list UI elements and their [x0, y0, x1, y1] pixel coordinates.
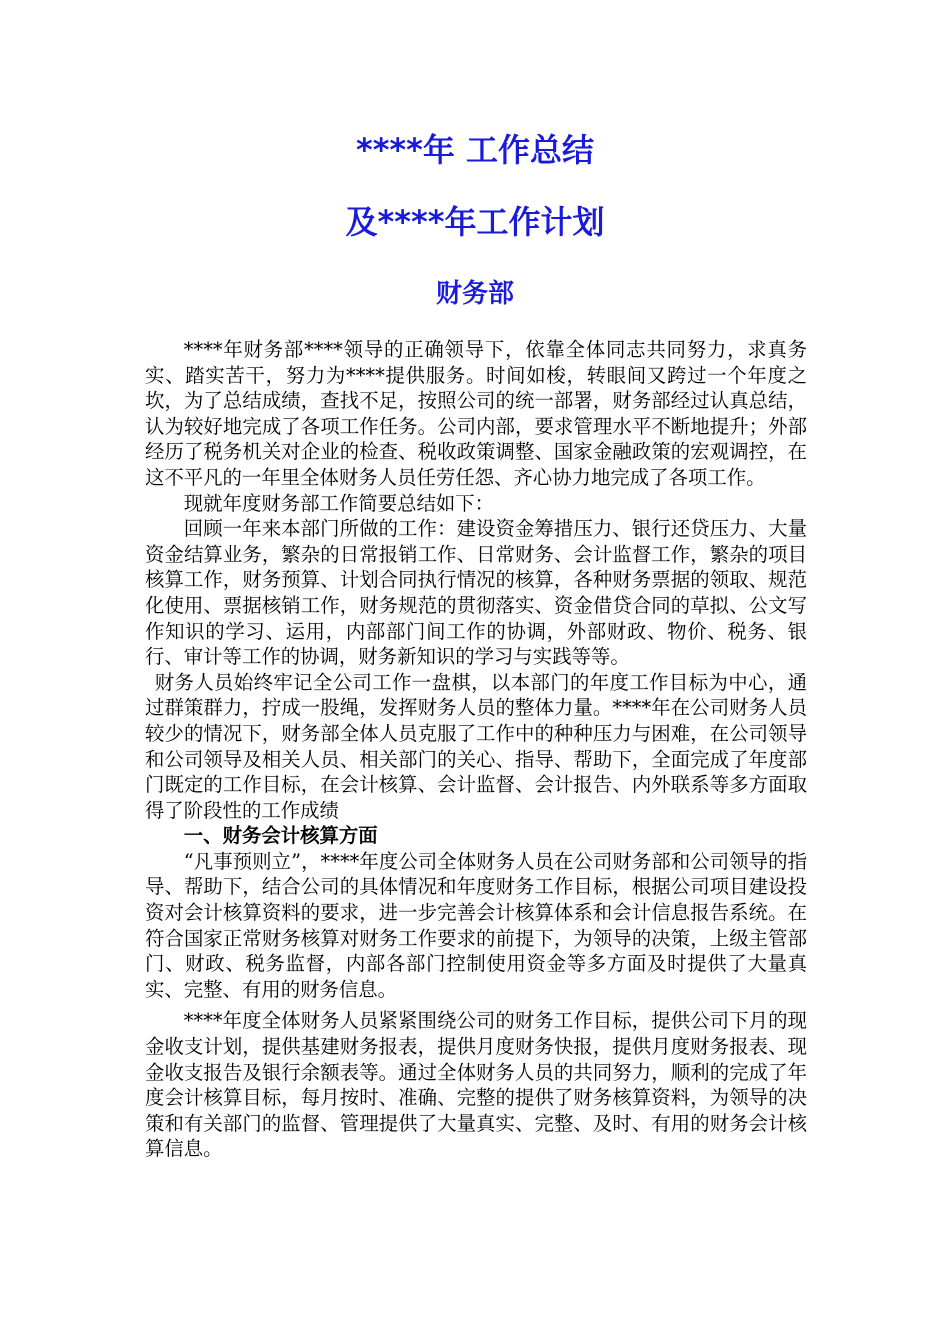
- paragraph-team: 财务人员始终牢记全公司工作一盘棋，以本部门的年度工作目标为中心，通过群策群力，拧成一股绳，发挥财务人员的整体力量。****年在公司财务人员较少的情况下，财务部全体人员克服了工作中的种种压力与困难，在公司领导和公司领导及相关人员、相关部门的关心、指导、帮助下，全面完成了年度部门既定的工作目标，在会计核算、会计监督、会计报告、内外联系等多方面取得了阶段性的工作成绩: [145, 670, 807, 822]
- paragraph-accounting-system: “凡事预则立”，****年度公司全体财务人员在公司财务部和公司领导的指导、帮助下，结合公司的具体情况和年度财务工作目标，根据公司项目建设投资对会计核算资料的要求，进一步完善会计核算体系和会计信息报告系统。在符合国家正常财务核算对财务工作要求的前提下，为领导的决策，上级主管部门、财政、税务监督，内部各部门控制使用资金等多方面及时提供了大量真实、完整、有用的财务信息。: [145, 849, 807, 1001]
- document-body: [145, 337, 807, 1162]
- section-heading-accounting: 一、财务会计核算方面: [183, 824, 378, 848]
- paragraph-intro: ****年财务部****领导的正确领导下，依靠全体同志共同努力，求真务实、踏实苦干，努力为****提供服务。时间如梭，转眼间又跨过一个年度之坎，为了总结成绩，查找不足，按照公司的统一部署，财务部经过认真总结，认为较好地完成了各项工作任务。公司内部，要求管理水平不断地提升；外部经历了税务机关对企业的检查、税收政策调整、国家金融政策的宏观调控，在这不平凡的一年里全体财务人员任劳任怨、齐心协力地完成了各项工作。: [145, 338, 807, 489]
- document-title-line2: 及****年工作计划: [345, 203, 605, 241]
- paragraph-summary-lead: 现就年度财务部工作简要总结如下：: [183, 491, 495, 515]
- department-name: 财务部: [435, 279, 514, 309]
- paragraph-accounting-reports: ****年度全体财务人员紧紧围绕公司的财务工作目标，提供公司下月的现金收支计划，提供基建财务报表，提供月度财务快报，提供月度财务报表、现金收支报告及银行余额表等。通过全体财务人员的共同努力，顺利的完成了年度会计核算目标，每月按时、准确、完整的提供了财务核算资料，为领导的决策和有关部门的监督、管理提供了大量真实、完整、及时、有用的财务会计核算信息。: [145, 1009, 807, 1161]
- paragraph-review: 回顾一年来本部门所做的工作：建设资金筹措压力、银行还贷压力、大量资金结算业务，繁杂的日常报销工作、日常财务、会计监督工作，繁杂的项目核算工作，财务预算、计划合同执行情况的核算，各种财务票据的领取、规范化使用、票据核销工作，财务规范的贯彻落实、资金借贷合同的草拟、公文写作知识的学习、运用，内部部门间工作的协调，外部财政、物价、税务、银行、审计等工作的协调，财务新知识的学习与实践等等。: [145, 517, 807, 669]
- document-title-line1: ****年 工作总结: [355, 131, 595, 169]
